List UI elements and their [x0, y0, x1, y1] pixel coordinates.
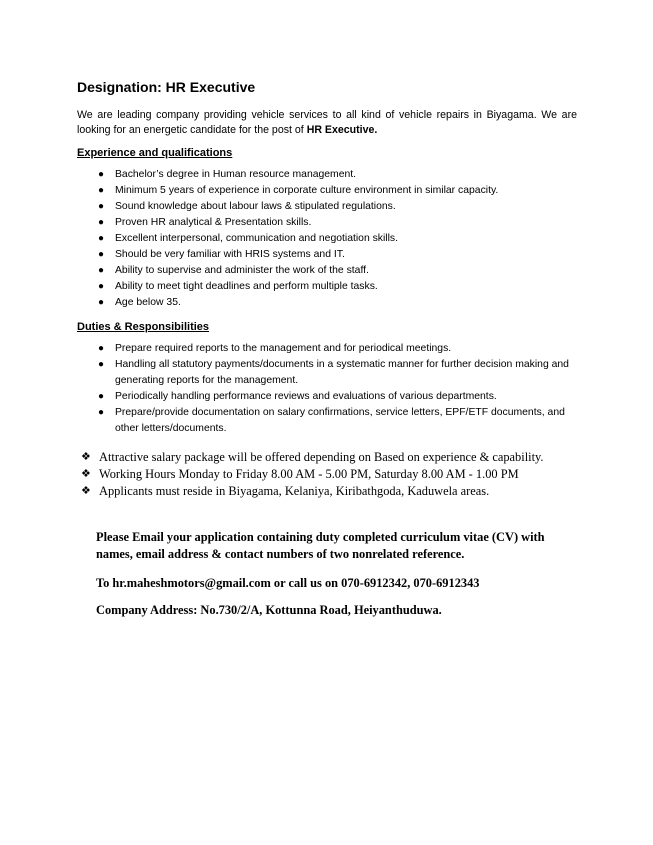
list-item: ● Bachelor’s degree in Human resource management.	[77, 167, 577, 183]
designation-heading: Designation: HR Executive	[77, 79, 256, 95]
intro-paragraph	[77, 108, 577, 138]
apply-instructions: Please Email your application containing duty completed curriculum vitae (CV) with names, email address & contact numbers of two nonrelated reference.	[96, 530, 545, 561]
bullet-icon: ●	[98, 185, 105, 196]
duties-list	[77, 341, 577, 437]
experience-section-title: Experience and qualifications	[77, 147, 233, 159]
list-item: ● Sound knowledge about labour laws & stipulated regulations.	[77, 199, 577, 215]
bullet-icon: ●	[98, 233, 105, 244]
intro-post: HR Executive.	[306, 124, 378, 136]
list-item: ● Handling all statutory payments/documents in a systematic manner for further decision making and generating reports for the management.	[98, 359, 569, 386]
bullet-icon: ●	[98, 281, 105, 292]
list-item: ● Prepare required reports to the management and for periodical meetings.	[77, 341, 577, 357]
bullet-icon: ●	[98, 249, 105, 260]
benefits-list	[77, 449, 577, 500]
bullet-icon: ●	[98, 407, 105, 418]
list-item: ● Should be very familiar with HRIS systems and IT.	[77, 247, 577, 263]
list-item: ❖ Applicants must reside in Biyagama, Kelaniya, Kiribathgoda, Kaduwela areas.	[81, 484, 490, 498]
list-item: ● Minimum 5 years of experience in corporate culture environment in similar capacity.	[77, 183, 577, 199]
bullet-icon: ●	[98, 359, 105, 370]
bullet-icon: ●	[98, 297, 105, 308]
list-item: ● Ability to supervise and administer the work of the staff.	[77, 263, 577, 279]
company-address: Company Address: No.730/2/A, Kottunna Road, Heiyanthuduwa.	[96, 603, 442, 617]
list-item: ● Age below 35.	[77, 295, 577, 311]
bullet-icon: ●	[98, 265, 105, 276]
bullet-icon: ●	[98, 201, 105, 212]
list-item: ● Proven HR analytical & Presentation skills.	[77, 215, 577, 231]
diamond-bullet-icon: ❖	[81, 485, 91, 497]
diamond-bullet-icon: ❖	[81, 468, 91, 480]
duties-section-title: Duties & Responsibilities	[77, 321, 210, 333]
diamond-bullet-icon: ❖	[81, 451, 91, 463]
experience-list	[77, 167, 577, 311]
list-item: ● Excellent interpersonal, communication and negotiation skills.	[77, 231, 577, 247]
bullet-icon: ●	[98, 169, 105, 180]
list-item: ● Periodically handling performance reviews and evaluations of various departments.	[77, 389, 577, 405]
contact-line: To hr.maheshmotors@gmail.com or call us on 070-6912342, 070-6912343	[96, 576, 480, 590]
list-item: ❖ Working Hours Monday to Friday 8.00 AM - 5.00 PM, Saturday 8.00 AM - 1.00 PM	[81, 467, 519, 481]
bullet-icon: ●	[98, 343, 105, 354]
list-item: ❖ Attractive salary package will be offered depending on Based on experience & capability.	[81, 450, 544, 464]
bullet-icon: ●	[98, 217, 105, 228]
list-item: ● Ability to meet tight deadlines and perform multiple tasks.	[77, 279, 577, 295]
list-item: ● Prepare/provide documentation on salary confirmations, service letters, EPF/ETF documents, and other letters/documents.	[98, 407, 565, 434]
bullet-icon: ●	[98, 391, 105, 402]
intro-text: We are leading company providing vehicle services to all kind of vehicle repairs in Biyagama. We are looking for an energetic candidate for the post of	[77, 109, 577, 136]
